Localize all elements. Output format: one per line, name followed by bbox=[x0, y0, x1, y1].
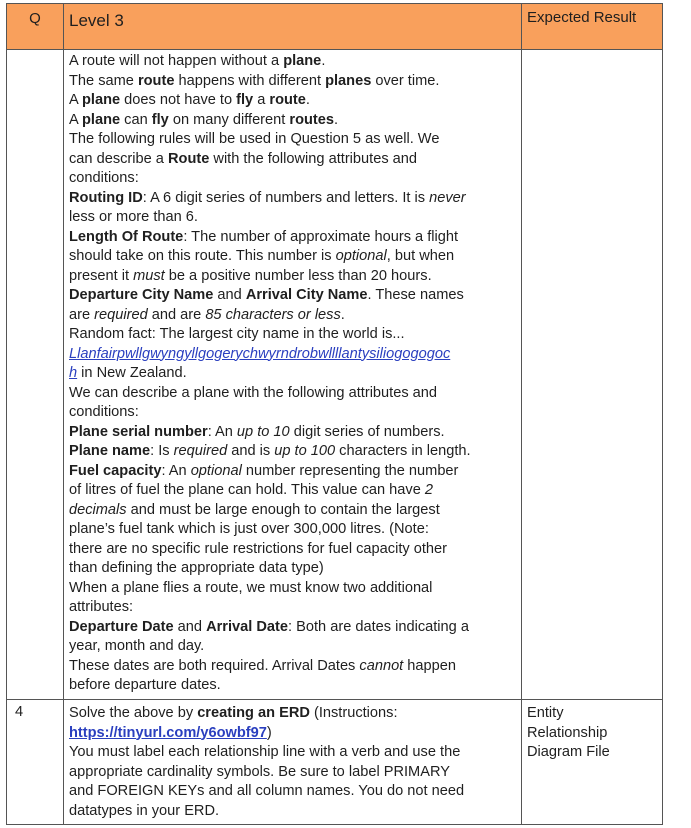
expected-line-3: Diagram File bbox=[527, 744, 610, 760]
line-8: Routing ID: A 6 digit series of numbers and letters. It is never bbox=[69, 189, 466, 206]
question-4-row bbox=[7, 700, 663, 825]
line-18: We can describe a plane with the following attributes and bbox=[69, 384, 438, 401]
erd-instructions-link[interactable]: https://tinyurl.com/y6owbf97 bbox=[69, 724, 267, 741]
question-4-expected bbox=[522, 700, 663, 825]
line-1: A route will not happen without a plane. bbox=[69, 53, 326, 69]
level3-expected-cell bbox=[522, 50, 663, 700]
question-4-number: 4 bbox=[7, 700, 64, 825]
line-32: These dates are both required. Arrival Dates cannot happen bbox=[69, 657, 457, 674]
line-20: Plane serial number: An up to 10 digit series of numbers. bbox=[69, 423, 445, 440]
line-12: present it must be a positive number less than 20 hours. bbox=[69, 267, 432, 284]
question-table bbox=[6, 3, 663, 825]
q4-line-2: https://tinyurl.com/y6owbf97) bbox=[69, 724, 272, 741]
line-3: A plane does not have to fly a route. bbox=[69, 92, 310, 108]
line-5: The following rules will be used in Question 5 as well. We bbox=[69, 131, 440, 147]
line-2: The same route happens with different planes over time. bbox=[69, 72, 440, 89]
level3-q-cell bbox=[7, 50, 64, 700]
line-22: Fuel capacity: An optional number representing the number bbox=[69, 462, 459, 479]
expected-line-1: Entity bbox=[527, 705, 564, 721]
line-23: of litres of fuel the plane can hold. This value can have 2 bbox=[69, 482, 434, 498]
line-7: conditions: bbox=[69, 170, 139, 186]
line-30: Departure Date and Arrival Date: Both are dates indicating a bbox=[69, 618, 469, 635]
line-4: A plane can fly on many different routes. bbox=[69, 111, 339, 128]
header-expected: Expected Result bbox=[522, 4, 663, 50]
line-24: decimals and must be large enough to contain the largest bbox=[69, 501, 440, 518]
line-31: year, month and day. bbox=[69, 638, 205, 654]
line-26: there are no specific rule restrictions for fuel capacity other bbox=[69, 540, 447, 557]
question-4-content bbox=[64, 700, 522, 825]
line-29: attributes: bbox=[69, 599, 134, 615]
line-14: are required and are 85 characters or less. bbox=[69, 306, 345, 323]
line-9: less or more than 6. bbox=[69, 209, 198, 225]
header-q: Q bbox=[7, 4, 64, 50]
line-27: than defining the appropriate data type) bbox=[69, 560, 324, 576]
q4-line-5: and FOREIGN KEYs and all column names. You do not need bbox=[69, 783, 465, 799]
level3-content bbox=[64, 50, 522, 700]
line-19: conditions: bbox=[69, 404, 139, 420]
line-25: plane’s fuel tank which is just over 300,000 litres. (Note: bbox=[69, 521, 429, 537]
line-11: should take on this route. This number is optional, but when bbox=[69, 248, 455, 264]
expected-line-2: Relationship bbox=[527, 724, 608, 741]
header-row bbox=[7, 4, 663, 50]
q4-line-1: Solve the above by creating an ERD (Instructions: bbox=[69, 705, 398, 721]
header-level: Level 3 bbox=[64, 4, 522, 50]
city-name-link[interactable]: Llanfairpwllgwyngyllgogerychwyrndrobwllllantysiliogogogoc bbox=[69, 345, 451, 362]
q4-line-3: You must label each relationship line with a verb and use the bbox=[69, 744, 461, 760]
line-10: Length Of Route: The number of approximate hours a flight bbox=[69, 228, 459, 245]
q4-line-6: datatypes in your ERD. bbox=[69, 802, 220, 819]
line-6: can describe a Route with the following attributes and bbox=[69, 150, 418, 167]
city-name-link-end[interactable]: h bbox=[69, 365, 78, 381]
line-15: Random fact: The largest city name in the world is... bbox=[69, 326, 405, 342]
q4-line-4: appropriate cardinality symbols. Be sure to label PRIMARY bbox=[69, 763, 450, 780]
line-28: When a plane flies a route, we must know two additional bbox=[69, 579, 433, 596]
line-13: Departure City Name and Arrival City Name. These names bbox=[69, 287, 464, 303]
level3-row bbox=[7, 50, 663, 700]
line-21: Plane name: Is required and is up to 100 characters in length. bbox=[69, 443, 471, 459]
line-17: h in New Zealand. bbox=[69, 365, 187, 381]
line-33: before departure dates. bbox=[69, 677, 221, 693]
line-16 bbox=[69, 345, 521, 365]
